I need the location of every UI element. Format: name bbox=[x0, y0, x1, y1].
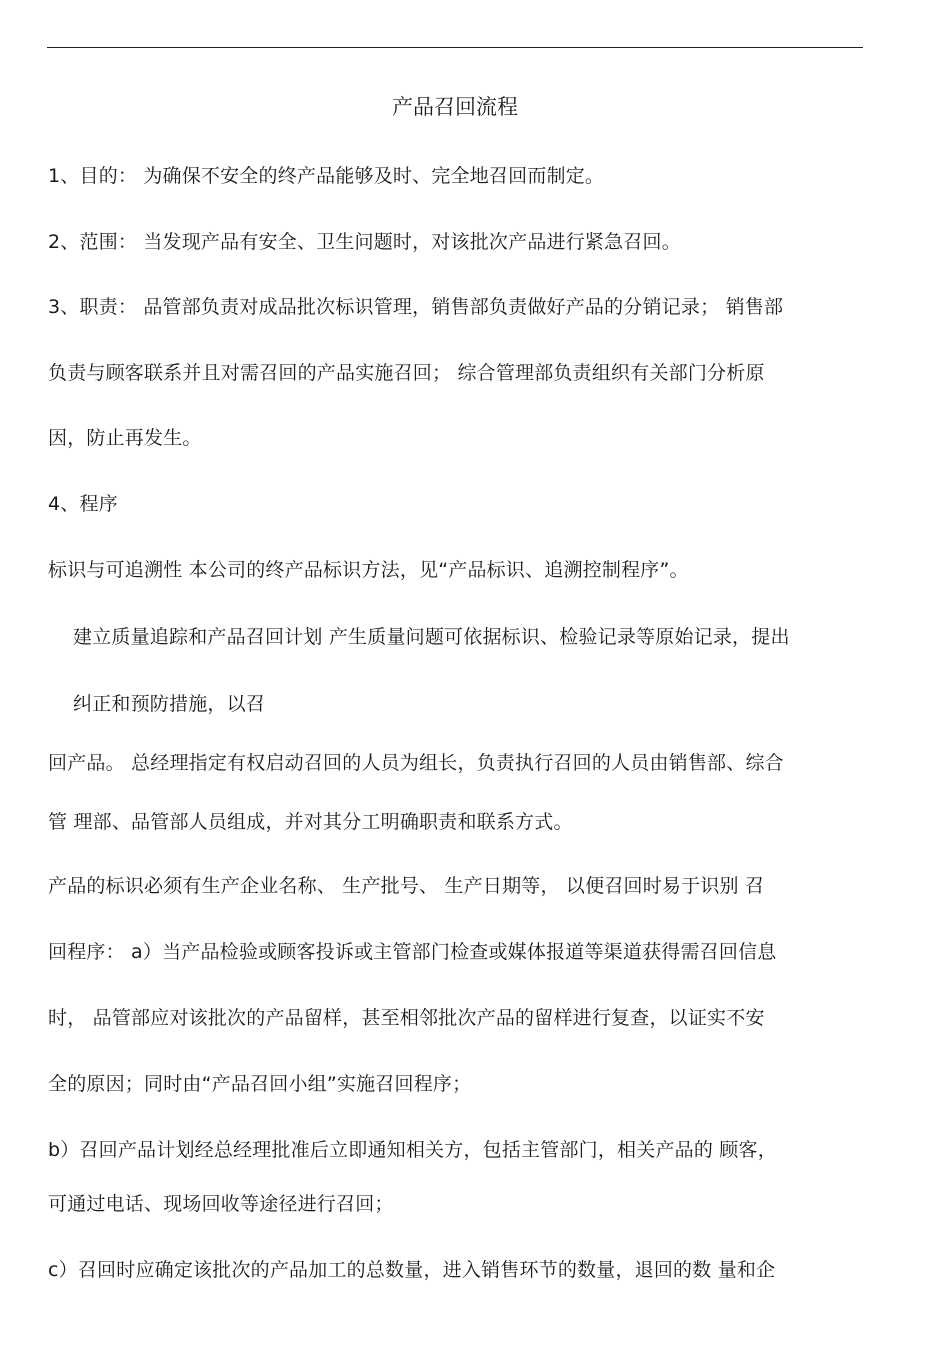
traceability-line: 标识与可追溯性 本公司的终产品标识方法，见“产品标识、追溯控制程序”。 bbox=[48, 559, 689, 581]
recall-procedure-a-line-2: 时， 品管部应对该批次的产品留样，甚至相邻批次产品的留样进行复查，以证实不安 bbox=[48, 1007, 765, 1029]
recall-procedure-a-line-3: 全的原因；同时由“产品召回小组”实施召回程序； bbox=[48, 1073, 472, 1095]
procedure-heading: 4、程序 bbox=[48, 493, 118, 515]
recall-procedure-a-line-1: 回程序： a）当产品检验或顾客投诉或主管部门检查或媒体报道等渠道获得需召回信息 bbox=[48, 941, 777, 963]
recall-plan-line-1: 建立质量追踪和产品召回计划 产生质量问题可依据标识、检验记录等原始记录，提出 bbox=[73, 626, 790, 648]
recall-procedure-c-line-1: c）召回时应确定该批次的产品加工的总数量，进入销售环节的数量，退回的数 量和企 bbox=[48, 1259, 776, 1281]
recall-team-line-2: 管 理部、品管部人员组成，并对其分工明确职责和联系方式。 bbox=[48, 811, 573, 833]
responsibility-line-2: 负责与顾客联系并且对需召回的产品实施召回； 综合管理部负责组织有关部门分析原 bbox=[48, 362, 765, 384]
header-rule bbox=[47, 47, 863, 48]
responsibility-line-3: 因，防止再发生。 bbox=[48, 427, 202, 449]
scope-line: 2、范围： 当发现产品有安全、卫生问题时，对该批次产品进行紧急召回。 bbox=[48, 231, 681, 253]
responsibility-line-1: 3、职责： 品管部负责对成品批次标识管理，销售部负责做好产品的分销记录； 销售部 bbox=[48, 296, 784, 318]
recall-procedure-b-line-2: 可通过电话、现场回收等途径进行召回； bbox=[48, 1193, 394, 1215]
recall-procedure-b-line-1: b）召回产品计划经总经理批准后立即通知相关方，包括主管部门，相关产品的 顾客， bbox=[48, 1139, 777, 1161]
recall-plan-line-2: 纠正和预防措施，以召 bbox=[73, 693, 266, 715]
purpose-line: 1、目的： 为确保不安全的终产品能够及时、完全地召回而制定。 bbox=[48, 165, 605, 187]
labeling-line: 产品的标识必须有生产企业名称、 生产批号、 生产日期等， 以便召回时易于识别 召 bbox=[48, 875, 765, 897]
document-title: 产品召回流程 bbox=[392, 95, 518, 119]
recall-team-line-1: 回产品。 总经理指定有权启动召回的人员为组长，负责执行召回的人员由销售部、综合 bbox=[48, 752, 784, 774]
